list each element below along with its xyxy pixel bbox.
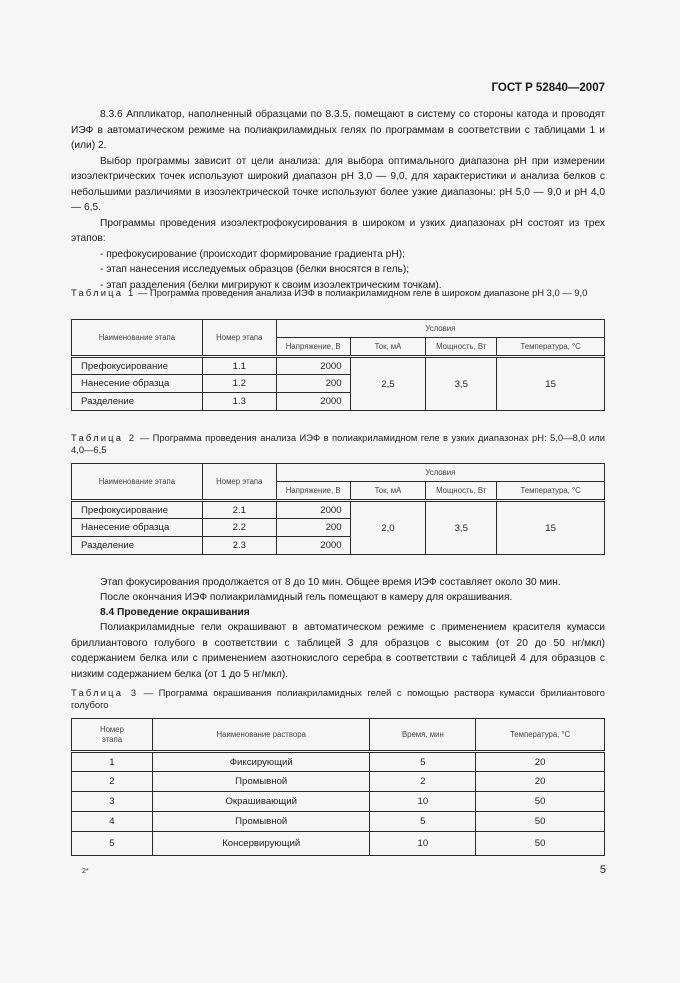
- table-row: [72, 501, 605, 519]
- table3-header-temperature: Температура, °С: [476, 719, 605, 752]
- table-row: [72, 832, 605, 856]
- table2-header-stage-number: Номер этапа: [202, 464, 276, 501]
- paragraph: Программы проведения изоэлектрофокусирования в широком и узких диапазонах pH состоят из трех этапов:: [71, 217, 605, 244]
- temperature: 50: [476, 832, 605, 856]
- time: 2: [370, 772, 476, 792]
- stage-number: 2.1: [202, 501, 276, 519]
- stage-number: 5: [72, 832, 153, 856]
- table-row: [72, 772, 605, 792]
- temperature: 50: [476, 812, 605, 832]
- document-id-header: ГОСТ Р 52840—2007: [491, 82, 605, 94]
- table1-caption-text: — Программа проведения анализа ИЭФ в полиакриламидном геле в широком диапазоне pH 3,0 — 9,0: [135, 287, 588, 298]
- table3-header-time: Время, мин: [370, 719, 476, 752]
- table1-header-stage-number: Номер этапа: [202, 320, 276, 357]
- table2: [71, 463, 605, 555]
- stage-number: 1.2: [202, 375, 276, 393]
- voltage: 200: [276, 519, 350, 537]
- table2-header-current: Ток, мА: [350, 482, 426, 501]
- paragraph: 8.3.6 Аппликатор, наполненный образцами по 8.3.5, помещают в систему со стороны катода и проводят ИЭФ в автоматическом режиме на полиакриламидных гелях по программам в соответствии с таблицами 1 и (или) 2.: [71, 109, 605, 151]
- stage-number: 1.3: [202, 393, 276, 411]
- list-item: - этап нанесения исследуемых образцов (белки вносятся в гель);: [100, 264, 410, 275]
- table3-caption: [71, 687, 605, 711]
- paragraph: Полиакриламидные гели окрашивают в автоматическом режиме с применением красителя кумасси бриллиантового голубого в соответствии с таблицей 3 для образцов с высоким (от 20 до 50 нг/мкл) содержанием белка или с применением азотнокислого серебра в соответствии с таблицей 4 для образцов с низким содержанием белка (от 1 до 5 нг/мкл).: [71, 622, 605, 680]
- table1-header-conditions: Условия: [276, 320, 604, 338]
- time: 5: [370, 752, 476, 772]
- table1-caption-label: Таблица 1: [71, 287, 136, 298]
- stage-name: Разделение: [72, 537, 203, 555]
- solution-name: Окрашивающий: [152, 792, 370, 812]
- time: 5: [370, 812, 476, 832]
- current-value: 2,0: [350, 501, 426, 555]
- stage-number: 3: [72, 792, 153, 812]
- table2-header-power: Мощность, Вт: [426, 482, 497, 501]
- stage-number: 1.1: [202, 357, 276, 375]
- table-row: [72, 812, 605, 832]
- section-8-3-6: [71, 107, 605, 293]
- time: 10: [370, 832, 476, 856]
- table1-caption: [71, 287, 605, 299]
- table1: [71, 319, 605, 411]
- table1-header-current: Ток, мА: [350, 338, 426, 357]
- table1-header-stage-name: Наименование этапа: [72, 320, 203, 357]
- table3-caption-label: Таблица 3: [71, 687, 139, 698]
- stage-number: 2.2: [202, 519, 276, 537]
- table-row: [72, 792, 605, 812]
- table3-header-stage-number: Номер этапа: [72, 719, 153, 752]
- section-8-4: [71, 575, 605, 682]
- table2-header-stage-name: Наименование этапа: [72, 464, 203, 501]
- power-value: 3,5: [426, 501, 497, 555]
- table-row: [72, 752, 605, 772]
- stage-name: Префокусирование: [72, 501, 203, 519]
- stage-number: 2.3: [202, 537, 276, 555]
- solution-name: Промывной: [152, 772, 370, 792]
- temperature-value: 15: [497, 357, 605, 411]
- solution-name: Консервирующий: [152, 832, 370, 856]
- table-row: [72, 357, 605, 375]
- temperature: 20: [476, 752, 605, 772]
- list-item: - этап разделения (белки мигрируют к своим изоэлектрическим точкам).: [100, 279, 442, 291]
- table2-header-conditions: Условия: [276, 464, 604, 482]
- voltage: 2000: [276, 537, 350, 555]
- paragraph: Этап фокусирования продолжается от 8 до 10 мин. Общее время ИЭФ составляет около 30 мин.: [100, 577, 561, 588]
- table2-header-voltage: Напряжение, В: [276, 482, 350, 501]
- table3-caption-text: — Программа окрашивания полиакриламидных гелей с помощью раствора кумасси брилиантового голубого: [71, 687, 605, 710]
- stage-name: Разделение: [72, 393, 203, 411]
- paragraph: Выбор программы зависит от цели анализа: для выбора оптимального диапазона pH при измерении изоэлектрических точек используют широкий диапазон pH 3,0 — 9,0, для характеристики и анализа белков с небольшими различиями в изоэлектрической точке используют более узкие диапазоны: pH 5,0 — 9,0 и pH 4,0 — 6,5.: [71, 155, 605, 213]
- table1-header-voltage: Напряжение, В: [276, 338, 350, 357]
- paragraph: После окончания ИЭФ полиакриламидный гель помещают в камеру для окрашивания.: [100, 592, 513, 603]
- stage-name: Префокусирование: [72, 357, 203, 375]
- stage-name: Нанесение образца: [72, 375, 203, 393]
- power-value: 3,5: [426, 357, 497, 411]
- table2-caption: [71, 432, 605, 456]
- table1-header-power: Мощность, Вт: [426, 338, 497, 357]
- stage-name: Нанесение образца: [72, 519, 203, 537]
- page-signature: 2*: [82, 868, 89, 875]
- voltage: 2000: [276, 501, 350, 519]
- solution-name: Промывной: [152, 812, 370, 832]
- solution-name: Фиксирующий: [152, 752, 370, 772]
- table3: [71, 718, 605, 856]
- stage-number: 2: [72, 772, 153, 792]
- table2-header-temperature: Температура, °С: [497, 482, 605, 501]
- time: 10: [370, 792, 476, 812]
- voltage: 2000: [276, 393, 350, 411]
- temperature-value: 15: [497, 501, 605, 555]
- table1-header-temperature: Температура, °С: [497, 338, 605, 357]
- section-title: 8.4 Проведение окрашивания: [100, 607, 250, 618]
- table3-header-solution-name: Наименование раствора: [152, 719, 370, 752]
- stage-number: 1: [72, 752, 153, 772]
- temperature: 20: [476, 772, 605, 792]
- voltage: 2000: [276, 357, 350, 375]
- voltage: 200: [276, 375, 350, 393]
- list-item: - префокусирование (происходит формирование градиента pH);: [100, 248, 405, 260]
- temperature: 50: [476, 792, 605, 812]
- table2-caption-label: Таблица 2: [71, 432, 137, 443]
- current-value: 2,5: [350, 357, 426, 411]
- table2-caption-text: — Программа проведения анализа ИЭФ в полиакриламидном геле в узких диапазонах pH: 5,0—8,0 или 4,0—6,5: [71, 432, 605, 455]
- stage-number: 4: [72, 812, 153, 832]
- page-number: 5: [599, 864, 606, 876]
